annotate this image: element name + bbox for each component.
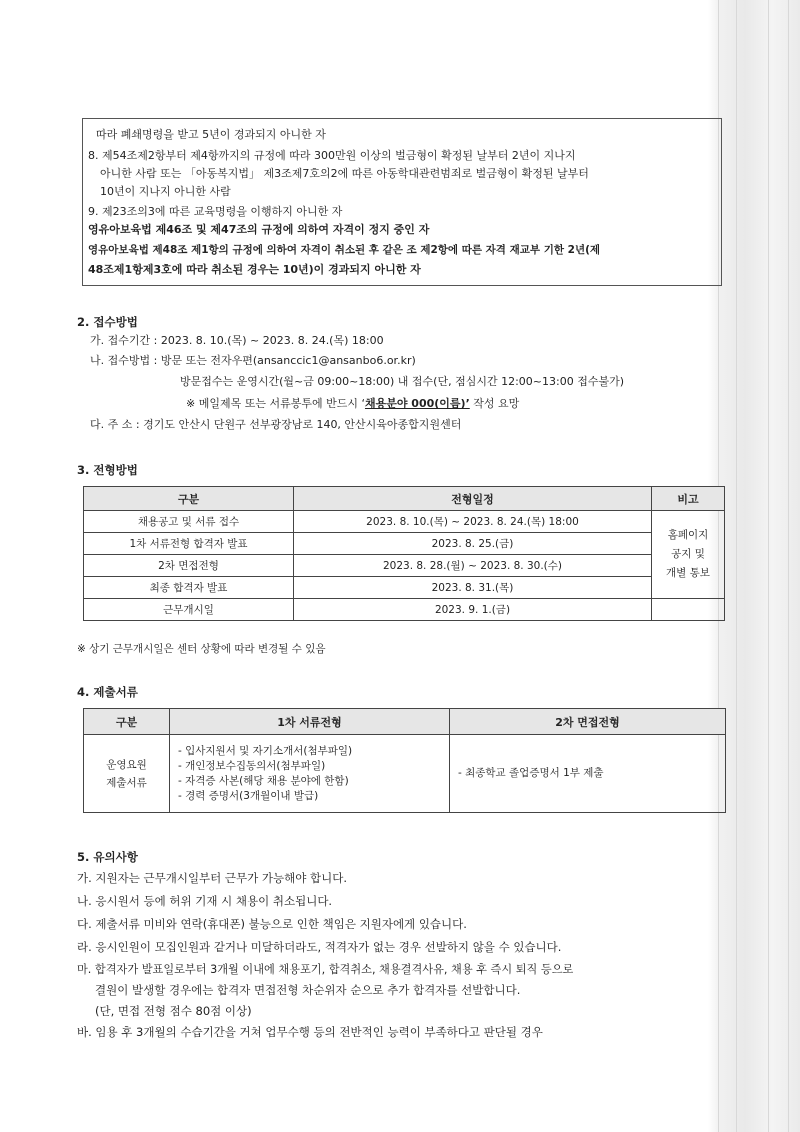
mail-note-text: 작성 요망 bbox=[469, 397, 520, 410]
category-line: 제출서류 bbox=[106, 776, 147, 789]
header-category: 구분 bbox=[84, 709, 170, 735]
table-row bbox=[84, 577, 725, 599]
row-date: 2023. 8. 28.(월) ~ 2023. 8. 30.(수) bbox=[294, 555, 652, 577]
empty-cell bbox=[652, 599, 725, 621]
mail-note-text: ※ 메일제목 또는 서류봉투에 반드시 ‘ bbox=[186, 397, 365, 410]
notice-item-continued: (단, 면접 전형 점수 80점 이상) bbox=[95, 1004, 252, 1018]
list-item: - 개인정보수집동의서(첨부파일) bbox=[178, 759, 326, 772]
footnote: ※ 상기 근무개시일은 센터 상황에 따라 변경될 수 있음 bbox=[77, 643, 326, 655]
section-title: 4. 제출서류 bbox=[77, 685, 138, 699]
box-line: 따라 폐쇄명령을 받고 5년이 경과되지 아니한 자 bbox=[96, 128, 326, 141]
box-line-bold: 영유아보육법 제48조 제1항의 규정에 의하여 자격이 취소된 후 같은 조 제2항에 따른 자격 재교부 기한 2년(제 bbox=[88, 244, 601, 256]
notice-item: 바. 임용 후 3개월의 수습기간을 거쳐 업무수행 등의 전반적인 능력이 부족하다고 판단될 경우 bbox=[77, 1025, 543, 1039]
row-label: 2차 면접전형 bbox=[84, 555, 294, 577]
section-title: 2. 접수방법 bbox=[77, 315, 138, 329]
box-line: 아니한 사람 또는 「아동복지법」 제3조제7호의2에 따른 아동학대관련범죄로 벌금형이 확정된 날부터 bbox=[100, 167, 589, 180]
table-row bbox=[84, 511, 725, 533]
notice-item: 마. 합격자가 발표일로부터 3개월 이내에 채용포기, 합격취소, 채용결격사유, 채용 후 즉시 퇴직 등으로 bbox=[77, 963, 574, 976]
row-date: 2023. 8. 31.(목) bbox=[294, 577, 652, 599]
table-row bbox=[84, 735, 726, 813]
receipt-period: 가. 접수기간 : 2023. 8. 10.(목) ~ 2023. 8. 24.(목) 18:00 bbox=[90, 334, 384, 347]
remarks-line: 홈페이지 bbox=[667, 529, 709, 541]
mail-title-note bbox=[186, 396, 519, 412]
table-row bbox=[84, 555, 725, 577]
remarks-cell bbox=[652, 511, 725, 599]
required-documents-table bbox=[83, 708, 726, 813]
box-line-bold: 48조제1항제3호에 따라 취소된 경우는 10년)이 경과되지 아니한 자 bbox=[88, 263, 421, 276]
disqualification-box bbox=[82, 118, 722, 286]
header-category: 구분 bbox=[84, 487, 294, 511]
row-date: 2023. 9. 1.(금) bbox=[294, 599, 652, 621]
table-row bbox=[84, 599, 725, 621]
remarks-line: 공지 및 bbox=[671, 548, 705, 560]
row-label: 1차 서류전형 합격자 발표 bbox=[84, 533, 294, 555]
list-item: - 자격증 사본(해당 채용 분야에 한함) bbox=[178, 774, 349, 787]
document-list bbox=[170, 735, 450, 813]
list-item: - 경력 증명서(3개월이내 발급) bbox=[178, 789, 319, 802]
row-label: 채용공고 및 서류 접수 bbox=[84, 511, 294, 533]
row-date: 2023. 8. 10.(목) ~ 2023. 8. 24.(목) 18:00 bbox=[294, 511, 652, 533]
box-line: 8. 제54조제2항부터 제4항까지의 규정에 따라 300만원 이상의 벌금형이 확정된 날부터 2년이 지나지 bbox=[88, 149, 576, 162]
header-interview: 2차 면접전형 bbox=[450, 709, 726, 735]
header-document-screening: 1차 서류전형 bbox=[170, 709, 450, 735]
section-title: 3. 전형방법 bbox=[77, 463, 138, 477]
row-label: 근무개시일 bbox=[84, 599, 294, 621]
section-title: 5. 유의사항 bbox=[77, 850, 138, 864]
interview-documents: - 최종학교 졸업증명서 1부 제출 bbox=[450, 735, 726, 813]
list-item: - 입사지원서 및 자기소개서(첨부파일) bbox=[178, 744, 353, 757]
row-label: 최종 합격자 발표 bbox=[84, 577, 294, 599]
box-line-bold: 영유아보육법 제46조 및 제47조의 규정에 의하여 자격이 정지 중인 자 bbox=[88, 223, 430, 236]
notice-item: 나. 응시원서 등에 허위 기재 시 채용이 취소됩니다. bbox=[77, 894, 333, 908]
notice-item-continued: 결원이 발생할 경우에는 합격자 면접전형 차순위자 순으로 추가 합격자를 선발합니다. bbox=[95, 983, 521, 997]
selection-schedule-table bbox=[83, 486, 725, 621]
row-date: 2023. 8. 25.(금) bbox=[294, 533, 652, 555]
table-row bbox=[84, 533, 725, 555]
category-line: 운영요원 bbox=[106, 758, 147, 771]
notice-item: 라. 응시인원이 모집인원과 같거나 미달하더라도, 적격자가 없는 경우 선발하지 않을 수 있습니다. bbox=[77, 940, 562, 954]
category-cell bbox=[84, 735, 170, 813]
remarks-line: 개별 통보 bbox=[666, 567, 710, 579]
address: 다. 주 소 : 경기도 안산시 단원구 선부광장남로 140, 안산시육아종합지원센터 bbox=[90, 418, 462, 431]
receipt-method: 나. 접수방법 : 방문 또는 전자우편(ansanccic1@ansanbo6.or.kr) bbox=[90, 354, 416, 367]
notice-item: 다. 제출서류 미비와 연락(휴대폰) 불능으로 인한 책임은 지원자에게 있습니다. bbox=[77, 917, 467, 931]
header-schedule: 전형일정 bbox=[294, 487, 652, 511]
box-line: 9. 제23조의3에 따른 교육명령을 이행하지 아니한 자 bbox=[88, 205, 343, 218]
notice-item: 가. 지원자는 근무개시일부터 근무가 가능해야 합니다. bbox=[77, 871, 347, 885]
header-remarks: 비고 bbox=[652, 487, 725, 511]
visit-receipt-note: 방문접수는 운영시간(월~금 09:00~18:00) 내 접수(단, 점심시간 12:00~13:00 접수불가) bbox=[180, 375, 624, 388]
mail-note-emphasis: 채용분야 000(이름)’ bbox=[364, 397, 470, 410]
box-line: 10년이 지나지 아니한 사람 bbox=[100, 185, 231, 198]
